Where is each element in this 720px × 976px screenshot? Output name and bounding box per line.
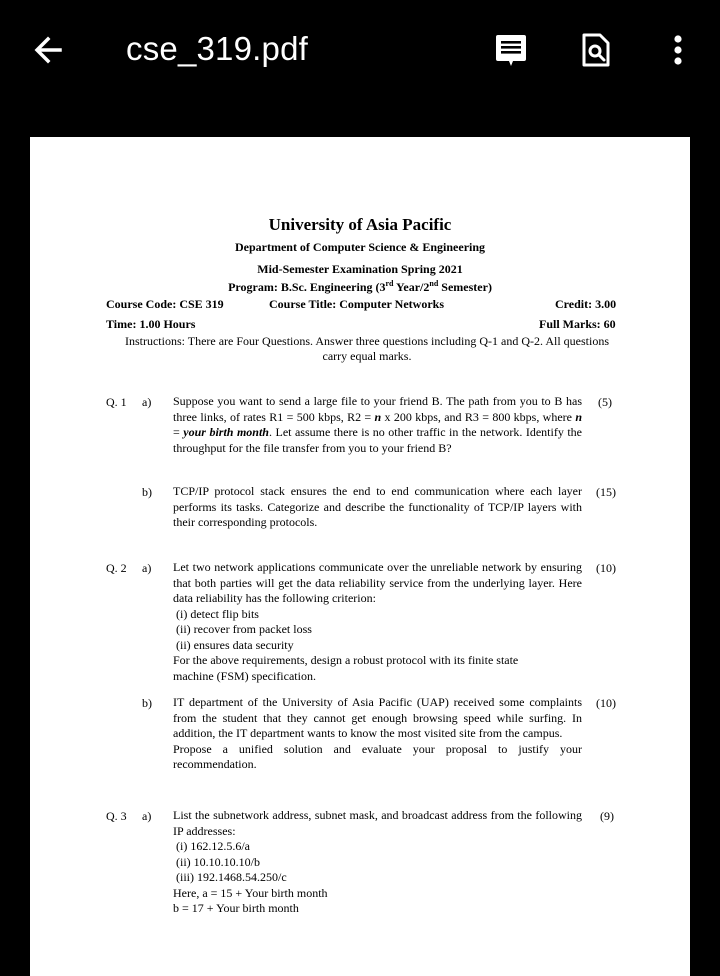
instructions: Instructions: There are Four Questions. Answer three questions including Q-1 and Q-2. All questions carry equal marks. (124, 334, 610, 363)
course-code: Course Code: CSE 319 (106, 297, 224, 311)
question-2a-tail: For the above requirements, design a robust protocol with its finite state machine (FSM) specification. (173, 653, 519, 683)
question-2b-text (173, 695, 582, 773)
list-item: (ii) recover from packet loss (176, 622, 312, 636)
question-marks: (9) (600, 809, 614, 823)
question-number: Q. 3 (106, 809, 127, 823)
course-title: Course Title: Computer Networks (269, 297, 444, 311)
question-marks: (15) (596, 485, 616, 499)
reading-mode-button[interactable] (493, 32, 529, 68)
question-1a-text: Suppose you want to send a large file to your friend B. The path from you to B has three links, of rates R1 = 500 kbps, R2 = n x 200 kbps, and R3 = 800 kbps, where n = your birth month. Let assume there is no other traffic in the network. Identify the throughput for the file transfer from you to your friend B? (173, 394, 582, 455)
more-vert-icon (664, 32, 692, 68)
question-number: Q. 1 (106, 395, 127, 409)
document-title: cse_319.pdf (126, 30, 309, 67)
program-line: Program: B.Sc. Engineering (3rd Year/2nd Semester) (228, 279, 492, 294)
app-toolbar (0, 0, 720, 100)
find-in-page-icon (578, 32, 614, 68)
question-3a-body: List the subnetwork address, subnet mask, and broadcast address from the following IP addresses: (173, 808, 582, 838)
question-2b-body: IT department of the University of Asia Pacific (UAP) received some complaints from the student that they cannot get enough browsing speed while surfing. In addition, the IT department wants to know the most visited site from the campus. (173, 695, 582, 740)
question-number: Q. 2 (106, 561, 127, 575)
list-item: (ii) ensures data security (176, 637, 294, 652)
department-name: Department of Computer Science & Engineering (234, 240, 486, 254)
question-part-label: a) (142, 561, 152, 575)
pdf-page[interactable] (30, 137, 690, 976)
question-part-label: b) (142, 485, 152, 499)
university-name: University of Asia Pacific (268, 215, 452, 234)
question-part-label: b) (142, 696, 152, 710)
arrow-left-icon (30, 32, 70, 68)
exam-title: Mid-Semester Examination Spring 2021 (257, 262, 463, 276)
find-in-page-button[interactable] (578, 32, 614, 68)
reading-mode-icon (493, 32, 529, 68)
list-item: (i) 162.12.5.6/a (176, 839, 250, 853)
question-1b-text: TCP/IP protocol stack ensures the end to end communication where each layer performs its tasks. Categorize and describe the functionality of TCP/IP layers with their corresponding protocols. (173, 484, 582, 529)
question-part-label: a) (142, 809, 152, 823)
question-3a-text (173, 808, 582, 917)
list-item: (ii) 10.10.10.10/b (176, 854, 260, 869)
question-marks: (10) (596, 561, 616, 575)
question-2b-tail: Propose a unified solution and evaluate your proposal to justify your recommendation. (173, 741, 582, 771)
list-item: b = 17 + Your birth month (173, 901, 299, 915)
question-2a-text (173, 560, 582, 684)
question-2a-body: Let two network applications communicate over the unreliable network by ensuring that both parties will get the data reliability service from the underlying layer. Here data reliability has the following criterion: (173, 560, 582, 605)
question-part-label: a) (142, 395, 152, 409)
more-options-button[interactable] (664, 32, 692, 68)
credit: Credit: 3.00 (555, 297, 617, 311)
back-button[interactable] (30, 32, 70, 68)
full-marks: Full Marks: 60 (539, 317, 616, 331)
list-item: (i) detect flip bits (176, 606, 259, 621)
list-item: (iii) 192.1468.54.250/c (176, 870, 287, 884)
exam-time: Time: 1.00 Hours (106, 317, 196, 331)
question-marks: (10) (596, 696, 616, 710)
question-marks: (5) (598, 395, 612, 409)
list-item: Here, a = 15 + Your birth month (173, 885, 328, 900)
